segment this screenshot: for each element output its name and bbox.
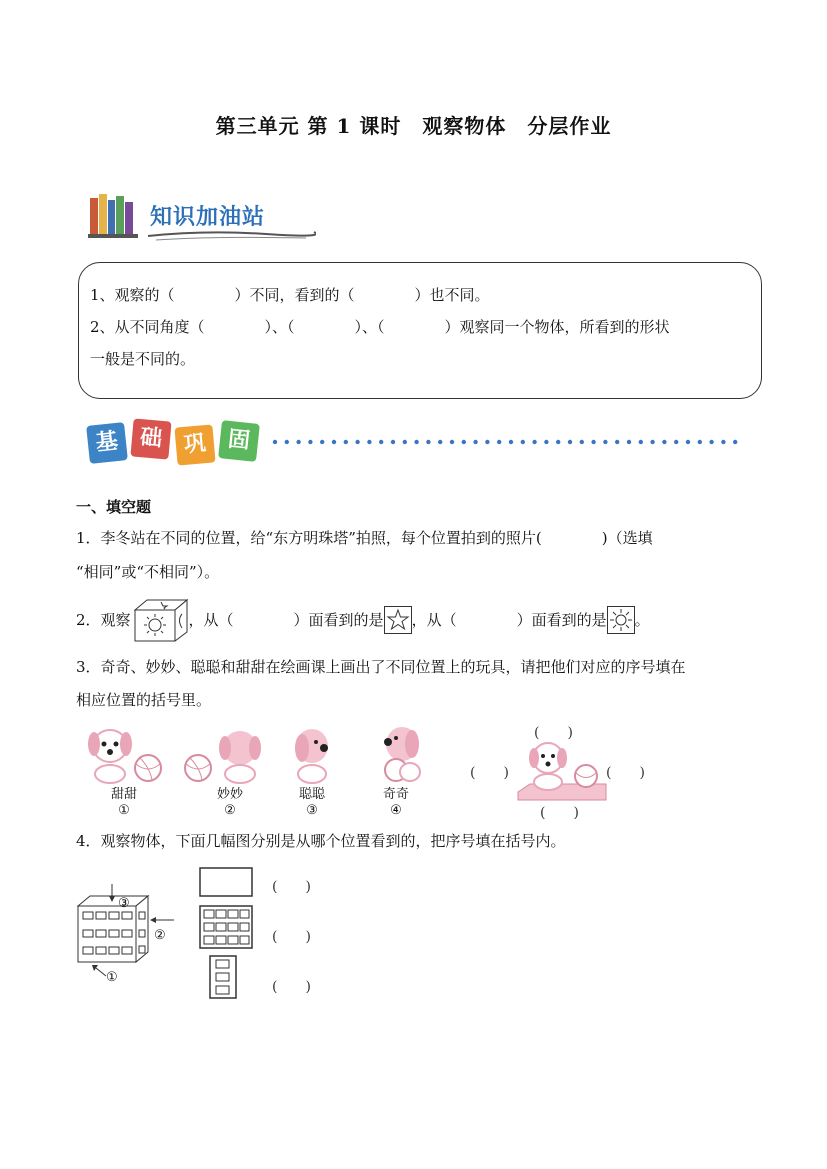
divider-dot [379,440,383,444]
divider-dot [355,440,359,444]
divider-dot [497,440,501,444]
q2-middle-2: ，从（ ）面看到的是 [411,611,607,629]
divider-dot [473,440,477,444]
divider-dot [332,440,336,444]
divider-dot [509,440,513,444]
view-blank-2[interactable]: ( ) [272,929,311,945]
view-top [200,868,252,896]
cube-sun-moon-icon [131,598,189,642]
tile-gu: 固 [218,420,260,462]
knowledge-banner [88,192,318,242]
divider-dot [273,440,277,444]
toy-scene-drawing [516,740,608,806]
divider-dot [674,440,678,444]
q1-line-1: 1．李冬站在不同的位置，给“东方明珠塔”拍照，每个位置拍到的照片( )（选填 [76,529,653,547]
divider-dot [296,440,300,444]
banner-underline [146,228,316,242]
divider-dot [615,440,619,444]
ball-drawing-2 [185,755,211,781]
caption-qiqi [366,787,426,819]
view-side [210,956,236,998]
label-front-view: ① [106,970,118,985]
kid-number: ④ [390,803,402,818]
knowledge-line-2: 2、从不同角度（ ）、（ ）、（ ）观察同一个物体，所看到的形状 [90,318,670,336]
divider-dot [367,440,371,444]
knowledge-line-1: 1、观察的（ ）不同，看到的（ ）也不同。 [90,286,490,304]
divider-dot [485,440,489,444]
scene-blank-bottom[interactable]: ( ) [540,805,579,821]
divider-dot [308,440,312,444]
divider-dot [709,440,713,444]
divider-dot [698,440,702,444]
divider-dot [532,440,536,444]
divider-dot [721,440,725,444]
ball-drawing-1 [135,755,161,781]
divider-dot [556,440,560,444]
toy-drawings [80,722,440,784]
sun-icon [607,606,635,634]
page-title: 第三单元 第 1 课时 观察物体 分层作业 [215,114,612,138]
divider-dot [414,440,418,444]
divider-dot [391,440,395,444]
q1-line-2: “相同”或“不相同”）。 [76,563,220,581]
section-heading: 一、填空题 [76,498,152,516]
divider-dot [426,440,430,444]
kid-name: 妙妙 [216,787,243,802]
dog-back-drawing [219,731,261,783]
kid-number: ③ [306,803,318,818]
dog-side-2-drawing [384,727,420,781]
divider-dot [639,440,643,444]
dog-side-drawing [295,729,328,783]
divider-dot [650,440,654,444]
view-drawings [198,866,256,1000]
divider-dot [662,440,666,444]
kid-number: ① [118,803,130,818]
tile-gong: 巩 [174,424,215,465]
divider-dot [403,440,407,444]
divider-dot [733,440,737,444]
q2-prefix: 2．观察 [76,611,131,629]
divider-dot [603,440,607,444]
q4-line: 4．观察物体，下面几幅图分别是从哪个位置看到的，把序号填在括号内。 [76,832,566,850]
view-blank-3[interactable]: ( ) [272,979,311,995]
caption-tiantian [94,787,154,819]
knowledge-line-3: 一般是不同的。 [90,350,196,368]
building-drawing [76,880,186,990]
banner-title: 知识加油站 [150,205,266,230]
divider-dot [627,440,631,444]
tile-ji: 基 [86,422,128,464]
dog-front-drawing [88,730,132,783]
kid-name: 聪聪 [298,787,325,802]
basics-banner [88,420,268,470]
caption-congcong [282,787,342,819]
divider-dot [438,440,442,444]
star-icon [384,606,412,634]
tile-chu: 础 [130,418,171,459]
q3-line-1: 3．奇奇、妙妙、聪聪和甜甜在绘画课上画出了不同位置上的玩具，请把他们对应的序号填在 [76,658,686,676]
divider-dot [285,440,289,444]
caption-miaomiao [200,787,260,819]
divider-dot [320,440,324,444]
divider-dot [686,440,690,444]
divider-dot [544,440,548,444]
dotted-divider [272,439,742,445]
books-icon [88,192,148,240]
q3-line-2: 相应位置的括号里。 [76,691,212,709]
kid-name: 甜甜 [110,787,137,802]
label-top-view: ③ [118,896,130,911]
q2-middle-1: ，从（ ）面看到的是 [188,611,384,629]
divider-dot [450,440,454,444]
divider-dot [521,440,525,444]
divider-dot [462,440,466,444]
label-side-view: ② [154,928,166,943]
divider-dot [344,440,348,444]
divider-dot [591,440,595,444]
scene-blank-right[interactable]: ( ) [606,765,645,781]
kid-number: ② [224,803,236,818]
scene-blank-left[interactable]: ( ) [470,765,509,781]
scene-blank-top[interactable]: ( ) [534,725,573,741]
kid-name: 奇奇 [382,787,409,802]
q2-line [76,600,650,640]
divider-dot [568,440,572,444]
q2-suffix: 。 [634,611,650,629]
divider-dot [580,440,584,444]
view-front [200,906,252,948]
view-blank-1[interactable]: ( ) [272,879,311,895]
